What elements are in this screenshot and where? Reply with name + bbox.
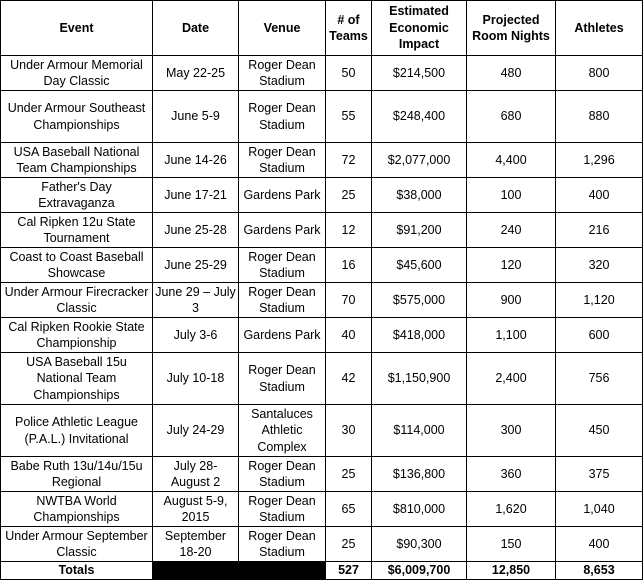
athletes-cell: 320 xyxy=(556,248,643,283)
header-event: Event xyxy=(1,1,153,56)
room-nights-cell: 4,400 xyxy=(467,143,556,178)
room-nights-cell: 680 xyxy=(467,91,556,143)
venue-cell: Roger Dean Stadium xyxy=(239,248,326,283)
header-room-nights: Projected Room Nights xyxy=(467,1,556,56)
venue-cell: Roger Dean Stadium xyxy=(239,492,326,527)
impact-cell: $214,500 xyxy=(372,56,467,91)
event-cell: Under Armour Southeast Championships xyxy=(1,91,153,143)
teams-cell: 16 xyxy=(326,248,372,283)
table-row xyxy=(1,318,643,353)
date-cell: June 25-29 xyxy=(153,248,239,283)
header-row xyxy=(1,1,643,56)
venue-cell: Roger Dean Stadium xyxy=(239,353,326,405)
room-nights-cell: 2,400 xyxy=(467,353,556,405)
totals-athletes: 8,653 xyxy=(556,562,643,580)
impact-cell: $45,600 xyxy=(372,248,467,283)
date-cell: July 10-18 xyxy=(153,353,239,405)
table-row xyxy=(1,457,643,492)
table-row xyxy=(1,178,643,213)
room-nights-cell: 120 xyxy=(467,248,556,283)
teams-cell: 40 xyxy=(326,318,372,353)
athletes-cell: 756 xyxy=(556,353,643,405)
venue-cell: Roger Dean Stadium xyxy=(239,91,326,143)
table-row xyxy=(1,143,643,178)
table-row xyxy=(1,56,643,91)
event-cell: Cal Ripken 12u State Tournament xyxy=(1,213,153,248)
athletes-cell: 1,040 xyxy=(556,492,643,527)
teams-cell: 65 xyxy=(326,492,372,527)
impact-cell: $91,200 xyxy=(372,213,467,248)
venue-cell: Gardens Park xyxy=(239,178,326,213)
date-cell: September 18-20 xyxy=(153,527,239,562)
header-venue: Venue xyxy=(239,1,326,56)
venue-cell: Santaluces Athletic Complex xyxy=(239,405,326,457)
room-nights-cell: 1,100 xyxy=(467,318,556,353)
athletes-cell: 600 xyxy=(556,318,643,353)
impact-cell: $418,000 xyxy=(372,318,467,353)
date-cell: June 29 – July 3 xyxy=(153,283,239,318)
teams-cell: 42 xyxy=(326,353,372,405)
impact-cell: $2,077,000 xyxy=(372,143,467,178)
athletes-cell: 1,120 xyxy=(556,283,643,318)
event-cell: Coast to Coast Baseball Showcase xyxy=(1,248,153,283)
date-cell: June 14-26 xyxy=(153,143,239,178)
event-cell: Babe Ruth 13u/14u/15u Regional xyxy=(1,457,153,492)
teams-cell: 55 xyxy=(326,91,372,143)
room-nights-cell: 1,620 xyxy=(467,492,556,527)
athletes-cell: 450 xyxy=(556,405,643,457)
venue-cell: Gardens Park xyxy=(239,213,326,248)
teams-cell: 72 xyxy=(326,143,372,178)
totals-impact: $6,009,700 xyxy=(372,562,467,580)
date-cell: May 22-25 xyxy=(153,56,239,91)
teams-cell: 25 xyxy=(326,178,372,213)
room-nights-cell: 360 xyxy=(467,457,556,492)
venue-cell: Roger Dean Stadium xyxy=(239,143,326,178)
room-nights-cell: 150 xyxy=(467,527,556,562)
event-cell: Cal Ripken Rookie State Championship xyxy=(1,318,153,353)
date-cell: July 24-29 xyxy=(153,405,239,457)
header-athletes: Athletes xyxy=(556,1,643,56)
athletes-cell: 880 xyxy=(556,91,643,143)
totals-row xyxy=(1,562,643,580)
impact-cell: $575,000 xyxy=(372,283,467,318)
impact-cell: $248,400 xyxy=(372,91,467,143)
impact-cell: $90,300 xyxy=(372,527,467,562)
venue-cell: Roger Dean Stadium xyxy=(239,527,326,562)
date-cell: June 17-21 xyxy=(153,178,239,213)
table-row xyxy=(1,248,643,283)
room-nights-cell: 480 xyxy=(467,56,556,91)
teams-cell: 12 xyxy=(326,213,372,248)
totals-teams: 527 xyxy=(326,562,372,580)
venue-cell: Roger Dean Stadium xyxy=(239,457,326,492)
impact-cell: $136,800 xyxy=(372,457,467,492)
totals-room-nights: 12,850 xyxy=(467,562,556,580)
event-cell: NWTBA World Championships xyxy=(1,492,153,527)
event-cell: Under Armour Firecracker Classic xyxy=(1,283,153,318)
impact-cell: $38,000 xyxy=(372,178,467,213)
venue-cell: Roger Dean Stadium xyxy=(239,283,326,318)
header-date: Date xyxy=(153,1,239,56)
totals-date-blackout xyxy=(153,562,239,580)
impact-cell: $1,150,900 xyxy=(372,353,467,405)
table-row xyxy=(1,91,643,143)
table-row xyxy=(1,213,643,248)
athletes-cell: 800 xyxy=(556,56,643,91)
room-nights-cell: 240 xyxy=(467,213,556,248)
athletes-cell: 400 xyxy=(556,178,643,213)
teams-cell: 25 xyxy=(326,457,372,492)
totals-venue-blackout xyxy=(239,562,326,580)
date-cell: June 25-28 xyxy=(153,213,239,248)
room-nights-cell: 900 xyxy=(467,283,556,318)
venue-cell: Gardens Park xyxy=(239,318,326,353)
athletes-cell: 400 xyxy=(556,527,643,562)
event-cell: USA Baseball 15u National Team Championships xyxy=(1,353,153,405)
table-row xyxy=(1,283,643,318)
table-row xyxy=(1,353,643,405)
event-cell: USA Baseball National Team Championships xyxy=(1,143,153,178)
teams-cell: 25 xyxy=(326,527,372,562)
impact-cell: $114,000 xyxy=(372,405,467,457)
event-cell: Under Armour Memorial Day Classic xyxy=(1,56,153,91)
teams-cell: 70 xyxy=(326,283,372,318)
athletes-cell: 375 xyxy=(556,457,643,492)
date-cell: August 5-9, 2015 xyxy=(153,492,239,527)
totals-label: Totals xyxy=(1,562,153,580)
table-row xyxy=(1,405,643,457)
date-cell: July 3-6 xyxy=(153,318,239,353)
venue-cell: Roger Dean Stadium xyxy=(239,56,326,91)
teams-cell: 30 xyxy=(326,405,372,457)
teams-cell: 50 xyxy=(326,56,372,91)
date-cell: July 28-August 2 xyxy=(153,457,239,492)
date-cell: June 5-9 xyxy=(153,91,239,143)
room-nights-cell: 100 xyxy=(467,178,556,213)
athletes-cell: 1,296 xyxy=(556,143,643,178)
room-nights-cell: 300 xyxy=(467,405,556,457)
header-teams: # of Teams xyxy=(326,1,372,56)
event-cell: Father's Day Extravaganza xyxy=(1,178,153,213)
event-cell: Under Armour September Classic xyxy=(1,527,153,562)
impact-cell: $810,000 xyxy=(372,492,467,527)
event-cell: Police Athletic League (P.A.L.) Invitational xyxy=(1,405,153,457)
table-row xyxy=(1,492,643,527)
athletes-cell: 216 xyxy=(556,213,643,248)
table-row xyxy=(1,527,643,562)
header-impact: Estimated Economic Impact xyxy=(372,1,467,56)
